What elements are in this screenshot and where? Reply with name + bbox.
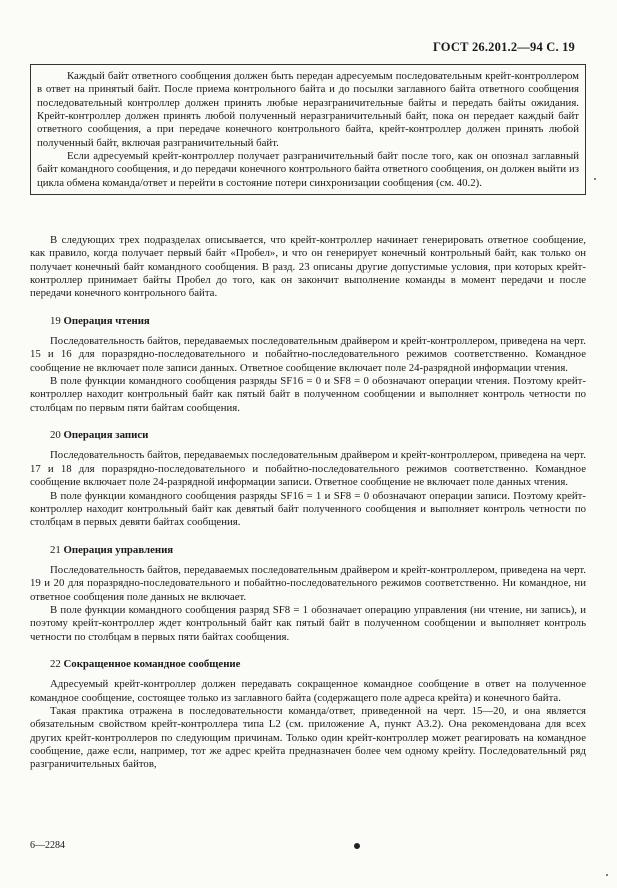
section-number: 22: [50, 657, 61, 670]
section-title: Операция записи: [63, 429, 149, 442]
boxed-text-block: [30, 64, 586, 195]
section-paragraph: Такая практика отражена в последовательности команда/ответ, приведенной на черт. 15—20, и она является обязательным свойством крейт-контроллера типа L2 (см. приложение А, пункт А3.2). Она рекомендована для всех других крейт-контроллеров по следующим причинам. Только один крейт-контроллер может реагировать на командное сообщение, даже если, например, тот же адрес крейта предназначен более чем одному крейту. Последовательный ряд разграничительных байтов,: [30, 704, 586, 771]
section-paragraph: Последовательность байтов, передаваемых последовательным драйвером и крейт-контроллером, приведена на черт. 17 и 18 для поразрядно-последовательного и побайтно-последовательного режимов соответственно. Командное сообщение включает поле 24-разрядной информации записи. Ответное сообщение не включает поле данных чтения.: [30, 449, 586, 489]
footer-code: 6—2284: [30, 840, 65, 851]
section-paragraph: Последовательность байтов, передаваемых последовательным драйвером и крейт-контроллером, приведена на черт. 19 и 20 для поразрядно-последовательного и побайтно-последовательного режимов соответственно. Ни командное, ни ответное сообщения поле данных не включает.: [30, 563, 586, 603]
intro-paragraph: В следующих трех подразделах описывается, что крейт-контроллер начинает генерировать ответное сообщение, как правило, когда получает первый байт «Пробел», и что он генерирует конечный контрольный байт, как только он получает конечный байт командного сообщения. В разд. 23 описаны другие допустимые условия, при которых крейт-контроллер принимает байты Пробел до того, как он закончит выполнение команды в момент передачи и после передачи конечного контрольного байта.: [30, 234, 586, 300]
section-paragraph: В поле функции командного сообщения разряды SF16 = 0 и SF8 = 0 обозначают операции чтения. Поэтому крейт-контроллер находит контрольный байт как пятый байт в полученном сообщении и выполняет контроль четности по столбцам по первым пяти байтам сообщения.: [30, 375, 586, 414]
section-heading: [30, 429, 586, 442]
section-number: 21: [50, 543, 61, 556]
section-heading: [30, 544, 586, 557]
print-dot: [354, 843, 360, 849]
section-title: Операция чтения: [63, 314, 150, 327]
section-paragraph: В поле функции командного сообщения разряд SF8 = 1 обозначает операцию управления (ни чтение, ни запись), и поэтому крейт-контроллер ждет контрольный байт как пятый байт в полученном сообщении и выполняет контроль четности по столбцам в первых пяти байтах сообщения.: [30, 603, 586, 643]
boxed-paragraph: Если адресуемый крейт-контроллер получает разграничительный байт после того, как он опознал заглавный байт командного сообщения, и до передачи конечного контрольного байта ответного сообщения, он должен выйти из цикла обмена команда/ответ и перейти в состояние потери синхронизации сообщения (см. 40.2).: [37, 150, 579, 189]
section-title: Операция управления: [63, 543, 174, 556]
section-title: Сокращенное командное сообщение: [63, 657, 241, 670]
page-header: ГОСТ 26.201.2—94 С. 19: [432, 40, 575, 54]
section-heading: [30, 658, 586, 671]
scan-speck: [606, 874, 608, 876]
section-heading: [30, 315, 586, 328]
section-number: 20: [50, 429, 61, 442]
section-paragraph: Последовательность байтов, передаваемых последовательным драйвером и крейт-контроллером, приведена на черт. 15 и 16 для поразрядно-последовательного и побайтно-последовательного режимов соответственно. Командное сообщение не включает поле записи данных. Ответное сообщение включает поле 24-разрядной информации чтения.: [30, 335, 586, 374]
body-text: [30, 234, 586, 772]
section-paragraph: Адресуемый крейт-контроллер должен передавать сокращенное командное сообщение в ответ на полученное командное сообщение, состоящее только из заглавного байта (содержащего поле адреса крейта) и конечного байта.: [30, 678, 586, 704]
section-number: 19: [50, 314, 61, 327]
section-paragraph: В поле функции командного сообщения разряды SF16 = 1 и SF8 = 0 обозначают операции записи. Поэтому крейт-контроллер находит контрольный байт как девятый байт полученного сообщения и выполняет контроль четности по столбцам в первых девяти байтах сообщения.: [30, 489, 586, 529]
boxed-paragraph: Каждый байт ответного сообщения должен быть передан адресуемым последовательным крейт-контроллером в ответ на принятый байт. После приема контрольного байта и до посылки заглавного байта ответного сообщения последовательный контроллер должен принять любые неразграничительные байты и передать байты ожидания. Крейт-контроллер должен принять любой полученный неразграничительный байт, пока он передает каждый байт ответного сообщения, а при передаче конечного контрольного байта, крейт-контроллер должен принять любой полученный байт, включая разграничительный байт.: [37, 70, 579, 149]
scan-speck: [594, 178, 596, 180]
